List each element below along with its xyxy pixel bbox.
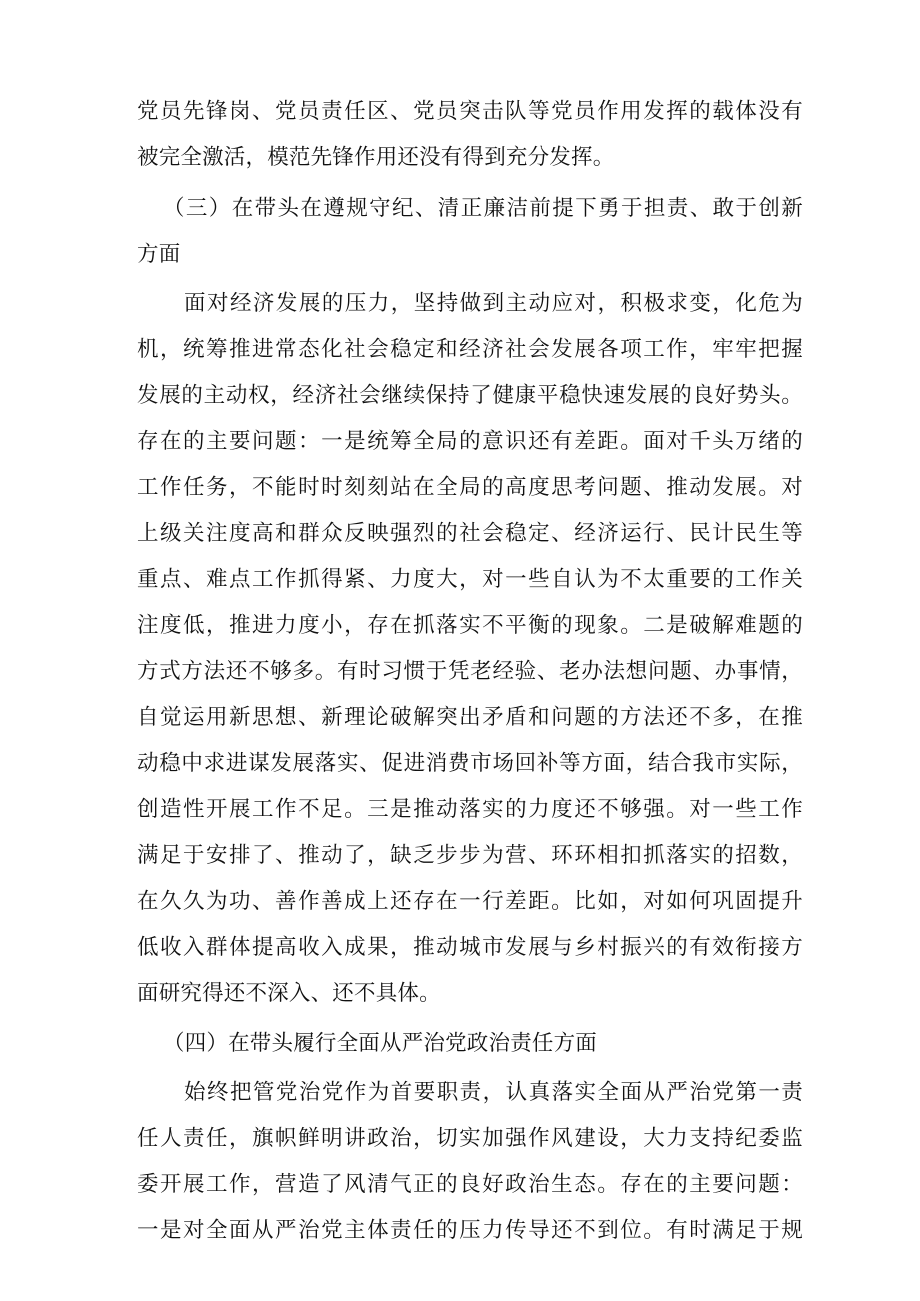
paragraph-first-line: 始终把管党治党作为首要职责，认真落实全面从严治党第一责 xyxy=(184,1080,803,1105)
text-line: 低收入群体提高收入成果，推动城市发展与乡村振兴的有效衔接方 xyxy=(137,935,803,960)
section-heading: （四）在带头履行全面从严治党政治责任方面 xyxy=(163,1031,598,1056)
text-line: 委开展工作，营造了风清气正的良好政治生态。存在的主要问题： xyxy=(137,1172,803,1197)
text-line: 满足于安排了、推动了，缺乏步步为营、环环相扣抓落实的招数， xyxy=(137,843,803,868)
text-line: 任人责任，旗帜鲜明讲政治，切实加强作风建设，大力支持纪委监 xyxy=(137,1126,803,1151)
text-line: 注度低，推进力度小，存在抓落实不平衡的现象。二是破解难题的 xyxy=(137,613,803,638)
text-line: 重点、难点工作抓得紧、力度大，对一些自认为不太重要的工作关 xyxy=(137,567,803,592)
section-heading: （三）在带头在遵规守纪、清正廉洁前提下勇于担责、敢于创新 xyxy=(163,196,803,221)
text-line: 被完全激活，模范先锋作用还没有得到充分发挥。 xyxy=(137,145,615,170)
text-line: 一是对全面从严治党主体责任的压力传导还不到位。有时满足于规 xyxy=(137,1218,803,1243)
text-line: 发展的主动权，经济社会继续保持了健康平稳快速发展的良好势头。 xyxy=(137,383,803,408)
text-line: 方式方法还不够多。有时习惯于凭老经验、老办法想问题、办事情， xyxy=(137,659,803,684)
text-line: 在久久为功、善作善成上还存在一行差距。比如，对如何巩固提升 xyxy=(137,889,803,914)
text-line: 存在的主要问题：一是统筹全局的意识还有差距。面对千头万绪的 xyxy=(137,429,803,454)
text-line: 工作任务，不能时时刻刻站在全局的高度思考问题、推动发展。对 xyxy=(137,475,803,500)
section-heading-continued: 方面 xyxy=(137,242,181,267)
text-line: 自觉运用新思想、新理论破解突出矛盾和问题的方法还不多，在推 xyxy=(137,705,803,730)
paragraph-first-line: 面对经济发展的压力，坚持做到主动应对，积极求变，化危为 xyxy=(184,291,803,316)
text-line: 创造性开展工作不足。三是推动落实的力度还不够强。对一些工作 xyxy=(137,797,803,822)
text-line: 面研究得还不深入、还不具体。 xyxy=(137,981,441,1006)
text-line: 机，统筹推进常态化社会稳定和经济社会发展各项工作，牢牢把握 xyxy=(137,337,803,362)
text-line: 党员先锋岗、党员责任区、党员突击队等党员作用发挥的载体没有 xyxy=(137,99,803,124)
text-line: 动稳中求进谋发展落实、促进消费市场回补等方面，结合我市实际， xyxy=(137,751,803,776)
text-line: 上级关注度高和群众反映强烈的社会稳定、经济运行、民计民生等 xyxy=(137,521,803,546)
